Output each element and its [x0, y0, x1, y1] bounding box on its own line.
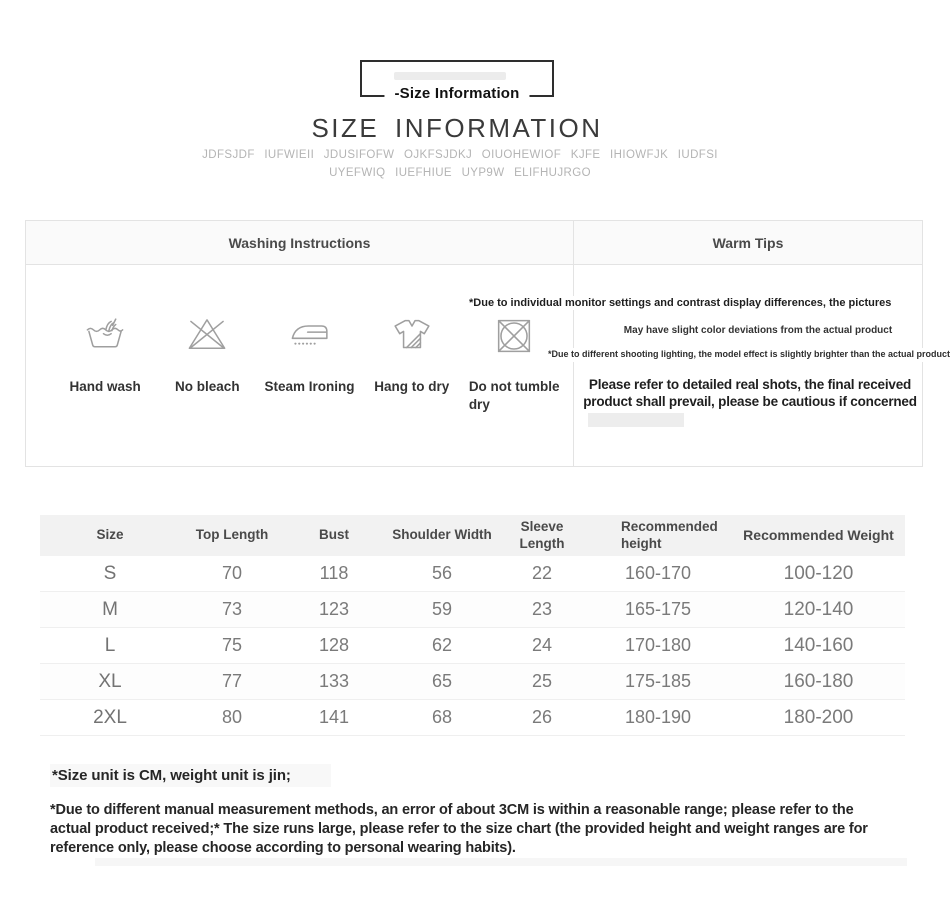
col-header-sleeve-length: Sleeve Length [500, 515, 584, 556]
washing-item-hand-wash [58, 313, 152, 396]
washing-item-hang-to-dry [365, 313, 459, 396]
washing-item-no-bleach [160, 313, 254, 396]
cell-recommended-weight: 100-120 [732, 556, 905, 592]
care-instructions-panel [25, 220, 950, 467]
washing-item-steam-ironing [262, 313, 356, 396]
hang-to-dry-icon [389, 313, 435, 359]
artifact-strip [95, 858, 907, 866]
cell-recommended-weight: 120-140 [732, 592, 905, 628]
cell-recommended-height: 175-185 [584, 664, 732, 700]
cell-recommended-height: 160-170 [584, 556, 732, 592]
col-header-top-length: Top Length [180, 515, 284, 556]
cell-size: L [40, 628, 180, 664]
cell-shoulder-width: 62 [384, 628, 500, 664]
cell-recommended-weight: 140-160 [732, 628, 905, 664]
cell-bust: 141 [284, 700, 384, 736]
warm-tip-line-2: May have slight color deviations from the actual product [623, 325, 893, 336]
table-row-2xl [40, 700, 905, 736]
col-header-recommended-weight: Recommended Weight [732, 515, 905, 556]
size-info-tag-box [360, 60, 554, 103]
table-row-m [40, 592, 905, 628]
cell-top-length: 80 [180, 700, 284, 736]
cell-top-length: 70 [180, 556, 284, 592]
artifact-smudge [588, 413, 684, 427]
cell-recommended-weight: 180-200 [732, 700, 905, 736]
cell-sleeve-length: 22 [500, 556, 584, 592]
do-not-tumble-dry-icon [491, 313, 537, 359]
washing-item-label: Steam Ironing [264, 379, 355, 394]
subtitle-line-1: JDFSJDF IUFWIEII JDUSIFOFW OJKFSJDKJ OIUOHEWIOF KJFE IHIOWFJK IUDFSI [202, 149, 718, 161]
warm-tip-line-1: *Due to individual monitor settings and contrast display differences, the pictures [466, 296, 894, 310]
table-row-s [40, 556, 905, 592]
hand-wash-icon [82, 313, 128, 359]
cell-bust: 128 [284, 628, 384, 664]
col-header-size: Size [40, 515, 180, 556]
cell-bust: 133 [284, 664, 384, 700]
washing-item-do-not-tumble-dry [467, 313, 561, 413]
measurement-note: *Due to different manual measurement methods, an error of about 3CM is within a reasonable range; please refer to the actual product received;* The size runs large, please refer to the size chart (the provided height and weight ranges are for reference only, please choose according to personal wearing habits). [50, 802, 868, 856]
col-header-bust: Bust [284, 515, 384, 556]
table-row-xl [40, 664, 905, 700]
cell-sleeve-length: 23 [500, 592, 584, 628]
artifact-smudge [394, 72, 506, 80]
cell-sleeve-length: 26 [500, 700, 584, 736]
washing-item-label: No bleach [175, 379, 240, 394]
cell-top-length: 75 [180, 628, 284, 664]
col-header-shoulder-width: Shoulder Width [384, 515, 500, 556]
subtitle-line-2: UYEFWIQ IUEFHIUE UYP9W ELIFHUJRGO [329, 167, 591, 179]
cell-sleeve-length: 24 [500, 628, 584, 664]
washing-instructions-header: Washing Instructions [26, 221, 574, 265]
steam-ironing-icon [287, 313, 333, 359]
warm-tip-line-4: Please refer to detailed real shots, the final received product shall prevail, please be cautious if concerned [583, 377, 917, 409]
cell-bust: 118 [284, 556, 384, 592]
cell-shoulder-width: 59 [384, 592, 500, 628]
size-chart-header-row [40, 515, 905, 556]
warm-tip-line-3: *Due to different shooting lighting, the model effect is slightly brighter than the actual product [548, 348, 950, 362]
cell-shoulder-width: 65 [384, 664, 500, 700]
washing-item-label: Hand wash [69, 379, 141, 394]
cell-recommended-height: 170-180 [584, 628, 732, 664]
cell-recommended-height: 165-175 [584, 592, 732, 628]
cell-top-length: 73 [180, 592, 284, 628]
cell-size: S [40, 556, 180, 592]
cell-shoulder-width: 56 [384, 556, 500, 592]
no-bleach-icon [184, 313, 230, 359]
size-chart-table [40, 515, 905, 736]
cell-recommended-weight: 160-180 [732, 664, 905, 700]
cell-bust: 123 [284, 592, 384, 628]
cell-recommended-height: 180-190 [584, 700, 732, 736]
washing-item-label: Do not tumble dry [468, 379, 560, 412]
table-row-l [40, 628, 905, 664]
cell-sleeve-length: 25 [500, 664, 584, 700]
cell-size: XL [40, 664, 180, 700]
cell-size: 2XL [40, 700, 180, 736]
cell-size: M [40, 592, 180, 628]
cell-shoulder-width: 68 [384, 700, 500, 736]
warm-tips-header: Warm Tips [574, 221, 922, 265]
col-header-recommended-height: Recommended height [584, 515, 732, 556]
page-title: SIZE INFORMATION [311, 113, 603, 143]
washing-item-label: Hang to dry [374, 379, 450, 394]
size-info-tag-label: -Size Information [384, 85, 529, 102]
unit-note: *Size unit is CM, weight unit is jin; [50, 764, 331, 787]
cell-top-length: 77 [180, 664, 284, 700]
